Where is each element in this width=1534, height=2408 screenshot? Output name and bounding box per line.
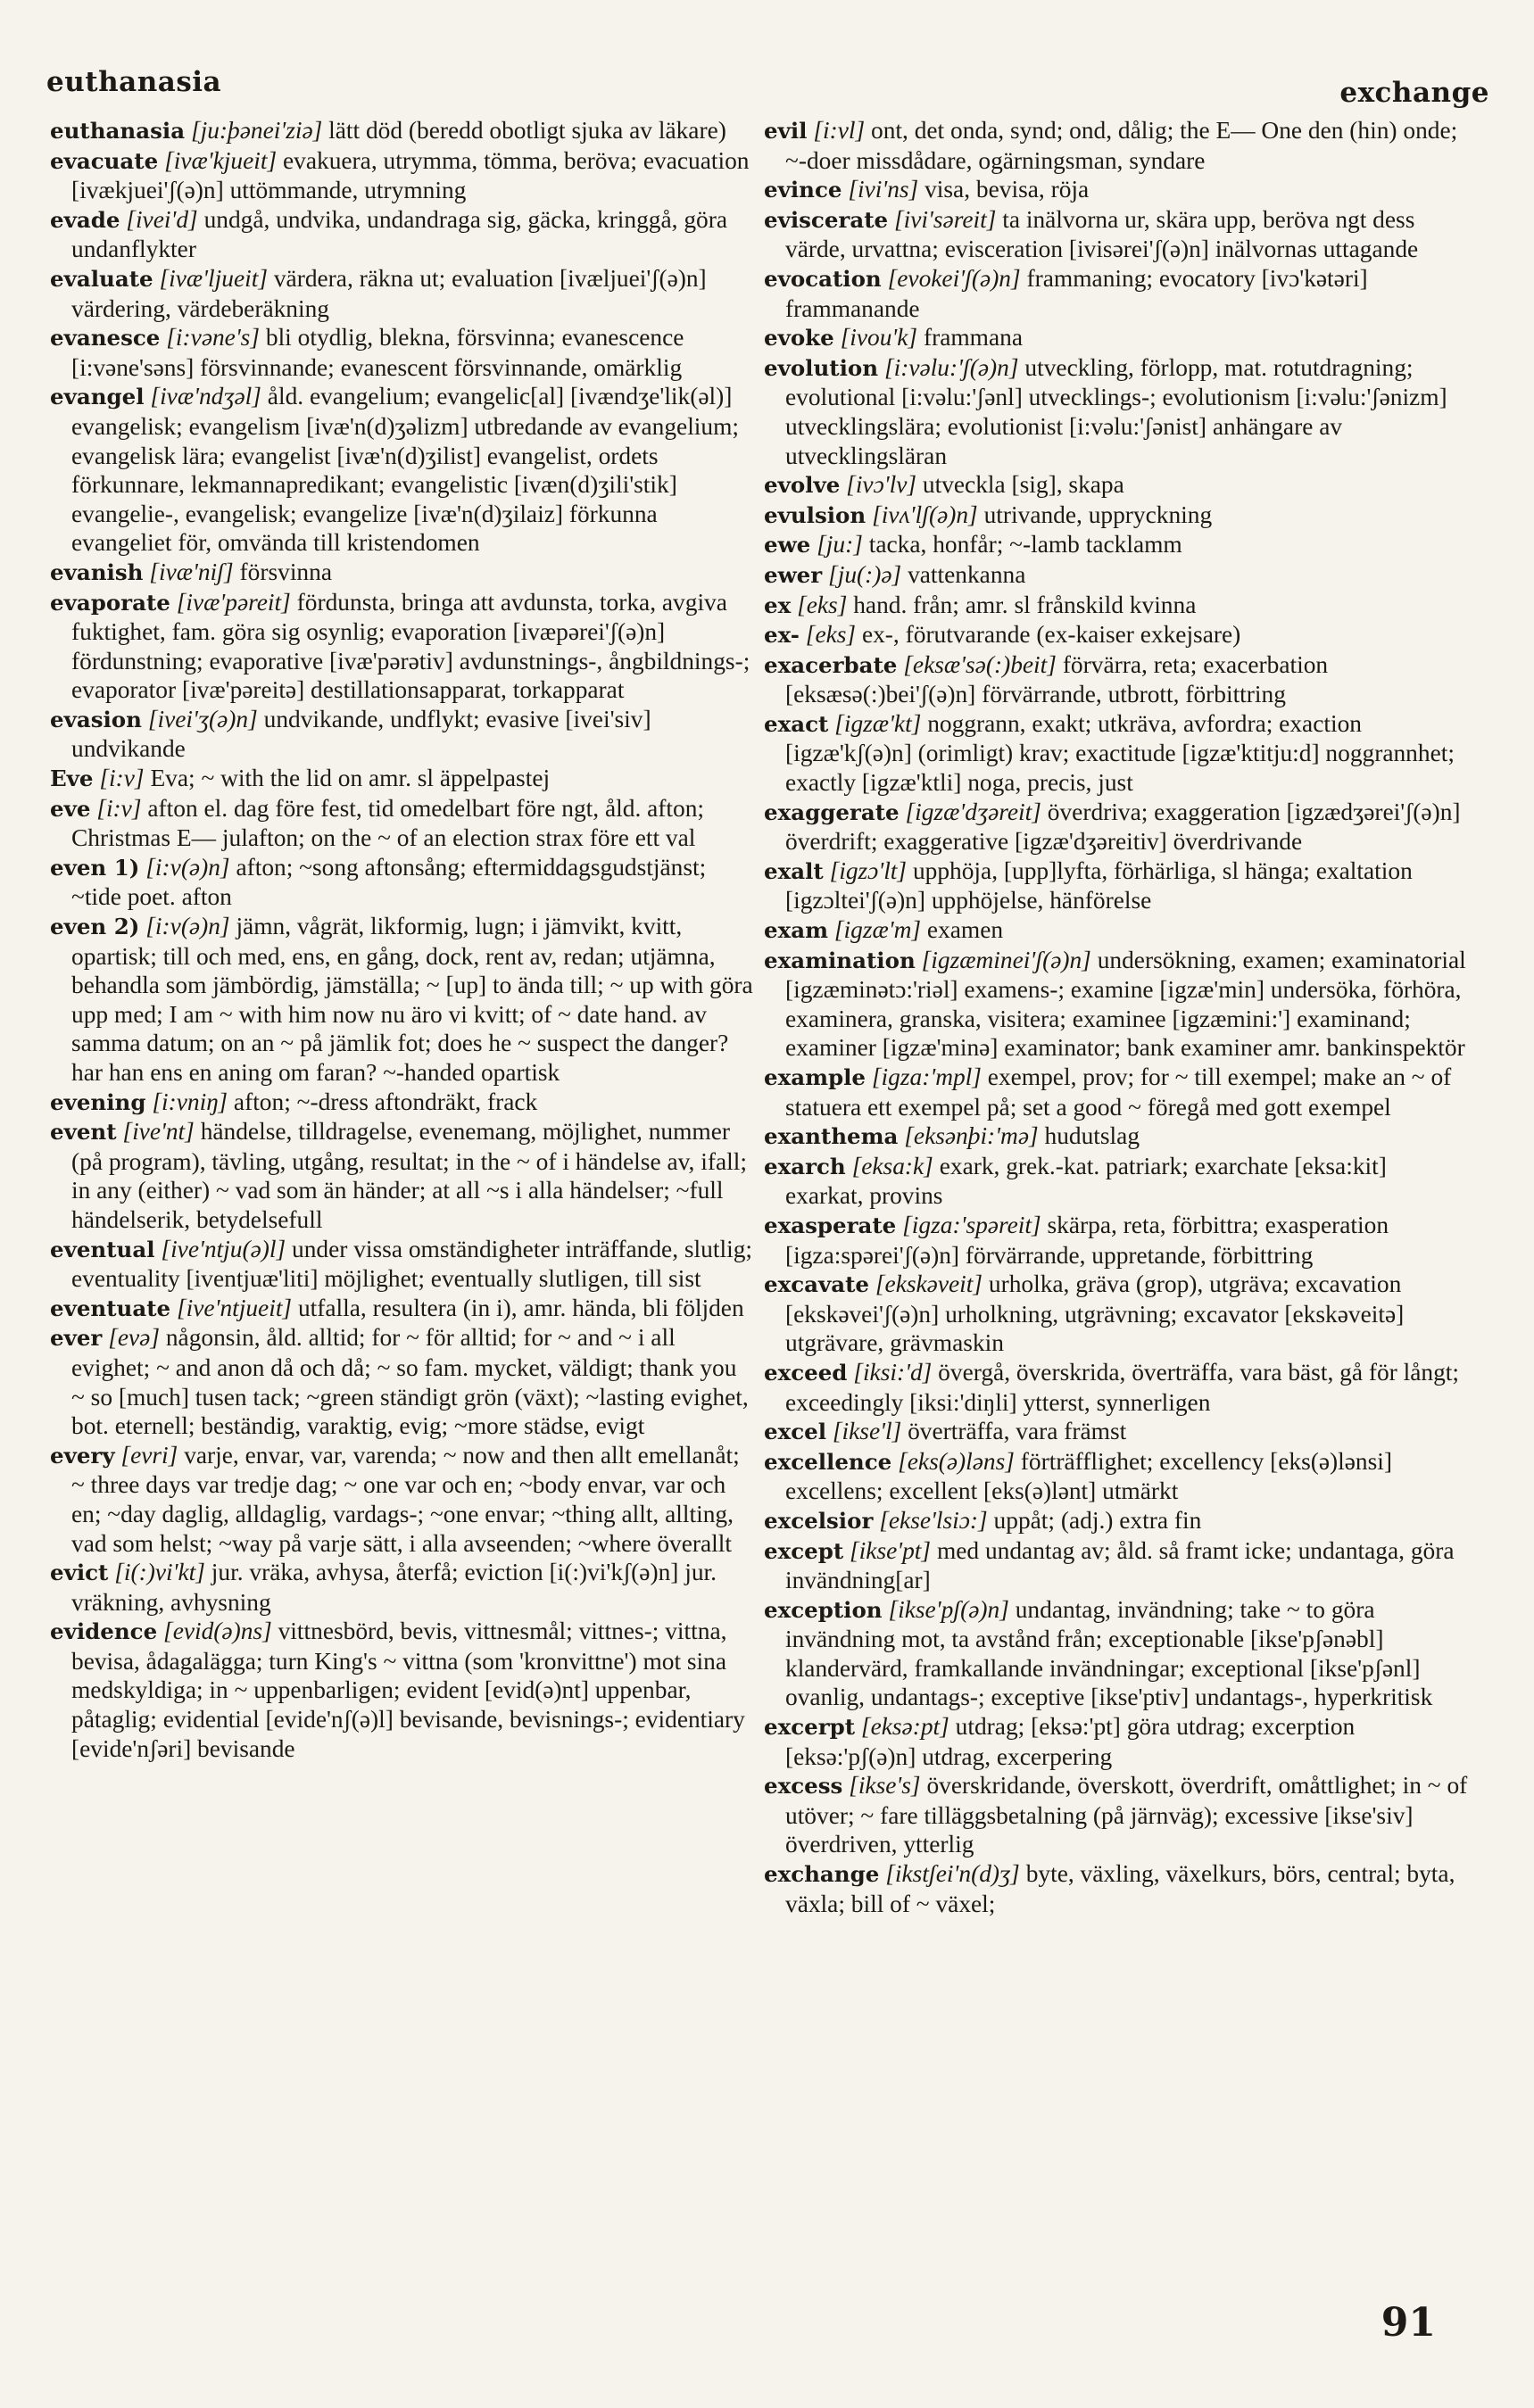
dictionary-entry	[50, 1323, 755, 1440]
definition: exempel, prov; for ~ till exempel; make an ~ of statuera ett exempel på; set a good ~ föregå med gott exempel	[785, 1063, 1452, 1121]
pronunciation: [ikse'l]	[832, 1418, 902, 1445]
dictionary-entry	[764, 915, 1469, 946]
pronunciation: [i:vniŋ]	[152, 1088, 228, 1115]
dictionary-entry	[764, 116, 1469, 175]
definition: upphöja, [upp]lyfta, förhärliga, sl hänga; exaltation [igzɔltei'ʃ(ə)n] upphöjelse, hänförelse	[785, 856, 1413, 914]
pronunciation: [ikstʃei'n(d)ʒ]	[885, 1860, 1020, 1888]
pronunciation: [iksi:'d]	[853, 1358, 933, 1386]
dictionary-entry	[764, 1506, 1469, 1536]
headword: evince	[764, 177, 842, 203]
headword: exalt	[764, 857, 824, 884]
definition: värdera, räkna ut; evaluation [ivæljuei'ʃ(ə)n] värdering, värdeberäkning	[71, 264, 707, 322]
page-number: 91	[1381, 2300, 1436, 2346]
pronunciation: [ekskəveit]	[875, 1270, 983, 1298]
dictionary-entry	[50, 146, 755, 205]
definition: vattenkanna	[908, 560, 1026, 588]
pronunciation: [ivæ'pəreit]	[176, 588, 291, 616]
definition: jämn, vågrät, likformig, lugn; i jämvikt, kvitt, opartisk; till och med, ens, en gång, dock, rent av, redan; utjämna, behandla som jämbördig, jämställa; ~ [up] to ända till; ~ up with göra upp med; I am ~ with him now nu äro vi kvitt; of ~ date hand. av samma datum; on an ~ på jämlik fot; does he ~ suspect the danger? har han ens en aning om faran? ~-handed opartisk	[71, 913, 753, 1086]
definition: evakuera, utrymma, tömma, beröva; evacuation [ivækjuei'ʃ(ə)n] uttömmande, utrymning	[71, 146, 750, 204]
headword: evaporate	[50, 589, 170, 616]
pronunciation: [eks(ə)ləns]	[898, 1447, 1015, 1475]
pronunciation: [eksa:k]	[851, 1152, 933, 1179]
dictionary-entry	[764, 1270, 1469, 1358]
dictionary-entry	[764, 650, 1469, 709]
dictionary-entry	[764, 530, 1469, 560]
headword: exchange	[764, 1861, 880, 1888]
headword: excavate	[764, 1271, 870, 1298]
pronunciation: [ju:þənei'ziə]	[190, 117, 323, 144]
definition: förvärra, reta; exacerbation [eksæsə(:)bei'ʃ(ə)n] förvärrande, utbrott, förbittring	[785, 650, 1329, 708]
dictionary-entry	[764, 856, 1469, 915]
pronunciation: [ivæ'kjueit]	[164, 146, 278, 174]
pronunciation: [igzæ'dʒəreit]	[905, 798, 1041, 825]
dictionary-entry	[764, 620, 1469, 650]
dictionary-entry	[50, 116, 755, 146]
dictionary-entry	[764, 709, 1469, 798]
pronunciation: [i:vəlu:'ʃ(ə)n]	[883, 353, 1019, 381]
dictionary-entry	[764, 470, 1469, 501]
definition: ta inälvorna ur, skära upp, beröva ngt dess värde, urvattna; evisceration [ivisərei'ʃ(ə)n] inälvornas uttagande	[785, 205, 1419, 263]
pronunciation: [ju(:)ə]	[828, 560, 902, 588]
pronunciation: [ivʌ'lʃ(ə)n]	[872, 501, 978, 528]
pronunciation: [eksənþi:'mə]	[904, 1122, 1039, 1150]
definition: uppåt; (adj.) extra fin	[993, 1506, 1202, 1534]
pronunciation: [ivei'ʒ(ə)n]	[147, 705, 258, 732]
headword: eve	[50, 795, 91, 822]
headword: ever	[50, 1325, 103, 1352]
pronunciation: [i:v(ə)n]	[145, 853, 230, 881]
right-column	[764, 116, 1469, 1918]
dictionary-entry	[764, 1417, 1469, 1447]
headword: evolution	[764, 354, 879, 381]
definition: skärpa, reta, förbittra; exasperation [igza:spərei'ʃ(ə)n] förvärrande, uppretande, förbittring	[785, 1211, 1389, 1269]
definition: examen	[926, 916, 1004, 944]
headword: excellence	[764, 1448, 892, 1475]
headword: evulsion	[764, 501, 867, 528]
pronunciation: [evri]	[120, 1441, 178, 1469]
definition: afton; ~song aftonsång; eftermiddagsgudstjänst; ~tide poet. afton	[71, 853, 707, 911]
headword: evade	[50, 206, 120, 233]
definition: utveckling, förlopp, mat. rotutdragning; evolutional [i:vəlu:'ʃənl] utvecklings-; evolutionism [i:vəlu:'ʃənizm] utvecklingslära; evolutionist [i:vəlu:'ʃənist] anhängare av utvecklingsläran	[785, 353, 1447, 469]
headword: example	[764, 1064, 867, 1090]
headword: evocation	[764, 265, 882, 292]
headword: even 1)	[50, 854, 140, 881]
definition: fördunsta, bringa att avdunsta, torka, avgiva fuktighet, fam. göra sig osynlig; evaporation [ivæpərei'ʃ(ə)n] fördunstning; evaporative [ivæ'pərətiv] avdunstnings-, ångbildnings-; evaporator [ivæ'pəreitə] destillationsapparat, torkapparat	[71, 588, 750, 704]
headword: even 2)	[50, 914, 140, 940]
pronunciation: [igzæ'm]	[833, 916, 922, 944]
dictionary-entry	[50, 323, 755, 382]
definition: hand. från; amr. sl frånskild kvinna	[853, 591, 1197, 618]
headword: excess	[764, 1773, 843, 1800]
definition: vittnesbörd, bevis, vittnesmål; vittnes-; vittna, bevisa, ådagalägga; turn King's ~ vittna (som 'kronvittne') mot sina medskyldiga; in ~ uppenbarligen; evident [evid(ə)nt] uppenbar, påtaglig; evidential [evide'nʃ(ə)l] bevisande, bevisnings-; evidentiary [evide'nʃəri] bevisande	[71, 1618, 745, 1762]
headword: except	[764, 1537, 844, 1564]
pronunciation: [ivæ'ljueit]	[159, 264, 268, 292]
definition: åld. evangelium; evangelic[al] [ivændʒe'lik(əl)] evangelisk; evangelism [ivæ'n(d)ʒəlizm] utbredande av evangelium; evangelisk lära; evangelist [ivæ'n(d)ʒilist] evangelist, ordets förkunnare, lekmannapredikant; evangelistic [ivæn(d)ʒili'stik] evangelie-, evangelisk; evangelize [ivæ'n(d)ʒilaiz] förkunna evangeliet för, omvända till kristendomen	[71, 383, 740, 557]
headword: excerpt	[764, 1714, 856, 1741]
dictionary-entry	[50, 794, 755, 853]
headword: evanesce	[50, 325, 161, 352]
definition: ont, det onda, synd; ond, dålig; the E— One den (hin) onde; ~-doer missdådare, ogärningsman, syndare	[785, 117, 1458, 174]
headword: exaggerate	[764, 799, 900, 825]
dictionary-entry	[50, 764, 755, 794]
dictionary-entry	[764, 175, 1469, 205]
headword: evacuate	[50, 147, 159, 174]
definition: noggrann, exakt; utkräva, avfordra; exaction [igzæ'kʃ(ə)n] (orimligt) krav; exactitude [igzæ'ktitju:d] noggrannhet; exactly [igzæ'ktli] noga, precis, just	[785, 709, 1455, 797]
headword: evangel	[50, 384, 145, 410]
definition: med undantag av; åld. så framt icke; undantaga, göra invändning[ar]	[785, 1536, 1455, 1594]
headword: Eve	[50, 765, 94, 792]
dictionary-entry	[50, 853, 755, 912]
headword: ewer	[764, 561, 823, 588]
headword: ex	[764, 592, 792, 618]
pronunciation: [evə]	[108, 1324, 160, 1352]
headword: ewe	[764, 532, 811, 559]
pronunciation: [i:v(ə)n]	[145, 913, 230, 940]
headword: ex-	[764, 622, 800, 649]
pronunciation: [i:vəne's]	[166, 324, 261, 352]
definition: bli otydlig, blekna, försvinna; evanescence [i:vəne'səns] försvinnande; evanescent försvinnande, omärklig	[71, 324, 684, 381]
definition: frammaning; evocatory [ivɔ'kətəri] frammanande	[785, 264, 1368, 322]
definition: utveckla [sig], skapa	[922, 471, 1124, 499]
dictionary-entry	[764, 323, 1469, 353]
definition: urholka, gräva (grop), utgräva; excavation [ekskəvei'ʃ(ə)n] urholkning, utgrävning; excavator [ekskəveitə] utgrävare, grävmaskin	[785, 1270, 1405, 1357]
headword: exception	[764, 1596, 883, 1623]
dictionary-entry	[764, 1063, 1469, 1121]
pronunciation: [evokei'ʃ(ə)n]	[887, 264, 1021, 292]
definition: undantag, invändning; take ~ to göra invändning mot, ta avstånd från; exceptionable [ikse'pʃənəbl] klandervärd, framkallande invändningar; exceptional [ikse'pʃənl] ovanlig, undantags-; exceptive [ikse'ptiv] undantags-, hyperkritisk	[785, 1595, 1433, 1711]
definition: undersökning, examen; examinatorial [igzæminətɔ:'riəl] examens-; examine [igzæ'min] undersöka, förhöra, examinera, granska, visitera; examinee [igzæmini:'] examinand; examiner [igzæ'minə] examinator; bank examiner amr. bankinspektör	[785, 946, 1466, 1062]
definition: utrivande, uppryckning	[983, 501, 1213, 528]
dictionary-entry	[50, 705, 755, 764]
headword: evanish	[50, 559, 144, 585]
definition: lätt död (beredd obotligt sjuka av läkare)	[328, 117, 726, 144]
dictionary-entry	[50, 1235, 755, 1294]
headword: examination	[764, 947, 916, 973]
dictionary-entry	[50, 1617, 755, 1763]
dictionary-entry	[50, 205, 755, 264]
headword: exarch	[764, 1153, 846, 1179]
definition: jur. vräka, avhysa, återfå; eviction [i(:)vi'kʃ(ə)n] jur. vräkning, avhysning	[71, 1559, 717, 1616]
definition: ex-, förutvarande (ex-kaiser exkejsare)	[861, 621, 1241, 649]
dictionary-entry	[50, 912, 755, 1088]
headword: excel	[764, 1419, 827, 1445]
pronunciation: [ivæ'ndʒəl]	[150, 383, 261, 410]
dictionary-entry	[764, 1771, 1469, 1859]
pronunciation: [ju:]	[817, 531, 863, 559]
pronunciation: [eks]	[797, 591, 848, 618]
headword: evaluate	[50, 265, 153, 292]
pronunciation: [ikse'pt]	[850, 1536, 932, 1564]
dictionary-entry	[764, 1152, 1469, 1211]
dictionary-entry	[50, 588, 755, 705]
headword: evil	[764, 118, 808, 144]
dictionary-entry	[764, 1447, 1469, 1506]
dictionary-entry	[764, 798, 1469, 856]
pronunciation: [igzæminei'ʃ(ə)n]	[921, 946, 1091, 973]
dictionary-entry	[764, 1358, 1469, 1417]
pronunciation: [igza:'spəreit]	[902, 1211, 1041, 1238]
pronunciation: [ive'ntjueit]	[177, 1294, 293, 1321]
pronunciation: [eks]	[805, 621, 857, 649]
dictionary-entry	[764, 1595, 1469, 1712]
pronunciation: [igza:'mpl]	[871, 1063, 982, 1090]
dictionary-entry	[50, 558, 755, 588]
dictionary-entry	[764, 946, 1469, 1063]
definition: frammana	[923, 324, 1023, 352]
dictionary-entry	[50, 1117, 755, 1234]
dictionary-entry	[50, 1441, 755, 1558]
definition: undgå, undvika, undandraga sig, gäcka, kringgå, göra undanflykter	[71, 205, 728, 263]
definition: överskridande, överskott, överdrift, omåttlighet; in ~ of utöver; ~ fare tilläggsbetalning (på järnväg); excessive [ikse'siv] överdriven, ytterlig	[785, 1772, 1468, 1858]
headword: evasion	[50, 706, 142, 732]
definition: utdrag; [eksə:'pt] göra utdrag; excerption [eksə:'pʃ(ə)n] utdrag, excerpering	[785, 1713, 1356, 1770]
headword: exact	[764, 710, 829, 737]
definition: exark, grek.-kat. patriark; exarchate [eksa:kit] exarkat, provins	[785, 1152, 1387, 1210]
running-head-left: euthanasia	[46, 66, 222, 98]
pronunciation: [ikse'pʃ(ə)n]	[888, 1595, 1009, 1623]
headword: event	[50, 1119, 117, 1146]
definition: under vissa omständigheter inträffande, slutlig; eventuality [iventjuæ'liti] möjlighet; eventually slutligen, till sist	[71, 1235, 752, 1293]
definition: afton; ~-dress aftondräkt, frack	[233, 1088, 538, 1115]
definition: visa, bevisa, röja	[925, 176, 1090, 203]
dictionary-entry	[764, 1712, 1469, 1771]
definition: förträfflighet; excellency [eks(ə)lənsi] excellens; excellent [eks(ə)lənt] utmärkt	[785, 1447, 1393, 1505]
pronunciation: [eksə:pt]	[860, 1713, 949, 1741]
dictionary-entry	[764, 264, 1469, 323]
dictionary-entry	[50, 1558, 755, 1617]
pronunciation: [ivɔ'lv]	[846, 471, 917, 499]
definition: undvikande, undflykt; evasive [ivei'siv] undvikande	[71, 705, 651, 763]
left-column	[50, 116, 755, 1763]
headword: evidence	[50, 1618, 158, 1645]
dictionary-entry	[764, 353, 1469, 470]
dictionary-entry	[50, 1088, 755, 1118]
headword: exanthema	[764, 1123, 899, 1150]
dictionary-entry	[50, 382, 755, 558]
definition: varje, envar, var, varenda; ~ now and then allt emellanåt; ~ three days var tredje dag; ~ one var och en; ~body envar, var och en; ~day daglig, alldaglig, vardags-; ~one envar; ~thing allt, allting, vad som helst; ~way på varje sätt, i alla avseenden; ~where överallt	[71, 1441, 740, 1557]
definition: hudutslag	[1044, 1122, 1140, 1150]
pronunciation: [ivou'k]	[840, 324, 918, 352]
headword: evict	[50, 1560, 109, 1586]
pronunciation: [ivi'səreit]	[893, 205, 997, 233]
pronunciation: [evid(ə)ns]	[163, 1618, 272, 1645]
dictionary-entry	[764, 560, 1469, 591]
definition: byte, växling, växelkurs, börs, central; byta, växla; bill of ~ växel;	[785, 1860, 1455, 1917]
headword: every	[50, 1442, 115, 1469]
headword: eventual	[50, 1236, 155, 1262]
definition: överträffa, vara främst	[908, 1418, 1127, 1445]
pronunciation: [i:v]	[96, 794, 142, 822]
pronunciation: [igzæ'kt]	[834, 709, 922, 737]
dictionary-entry	[764, 501, 1469, 531]
dictionary-entry	[764, 205, 1469, 264]
dictionary-entry	[764, 591, 1469, 621]
dictionary-entry	[764, 1121, 1469, 1152]
definition: händelse, tilldragelse, evenemang, möjlighet, nummer (på program), tävling, utgång, resultat; in the ~ of i händelse av, ifall; in any (either) ~ vad som än händer; at all ~s i alla händelser; ~full händelserik, betydelsefull	[71, 1118, 747, 1233]
dictionary-entry	[50, 264, 755, 323]
definition: tacka, honfår; ~-lamb tacklamm	[868, 531, 1182, 559]
pronunciation: [ive'ntju(ə)l]	[161, 1235, 286, 1262]
definition: afton el. dag före fest, tid omedelbart före ngt, åld. afton; Christmas E— julafton; on the ~ of an election strax före ett val	[71, 794, 705, 852]
headword: excelsior	[764, 1507, 874, 1534]
pronunciation: [ivei'd]	[126, 205, 198, 233]
pronunciation: [ive'nt]	[122, 1118, 195, 1146]
running-head-right: exchange	[1339, 77, 1489, 109]
definition: utfalla, resultera (in i), amr. hända, bli följden	[297, 1294, 744, 1321]
pronunciation: [ikse's]	[849, 1772, 921, 1800]
headword: euthanasia	[50, 118, 186, 144]
dictionary-entry	[764, 1859, 1469, 1918]
dictionary-entry	[50, 1294, 755, 1324]
pronunciation: [ekse'lsiɔ:]	[879, 1506, 988, 1534]
headword: eviscerate	[764, 206, 889, 233]
headword: exam	[764, 917, 828, 944]
pronunciation: [eksæ'sə(:)beit]	[903, 650, 1057, 678]
pronunciation: [i:vl]	[813, 117, 866, 144]
headword: evening	[50, 1088, 146, 1115]
headword: eventuate	[50, 1295, 171, 1321]
headword: evolve	[764, 472, 841, 499]
pronunciation: [ivæ'niʃ]	[149, 558, 234, 585]
pronunciation: [i:v]	[99, 765, 145, 792]
definition: övergå, överskrida, överträffa, vara bäst, gå för långt; exceedingly [iksi:'diŋli] ytterst, synnerligen	[785, 1358, 1460, 1416]
headword: evoke	[764, 325, 834, 352]
pronunciation: [i(:)vi'kt]	[114, 1559, 205, 1586]
headword: exacerbate	[764, 651, 898, 678]
pronunciation: [igzɔ'lt]	[829, 856, 908, 884]
definition: försvinna	[239, 558, 332, 585]
headword: exasperate	[764, 1212, 897, 1238]
definition: någonsin, åld. alltid; for ~ för alltid; for ~ and ~ i all evighet; ~ and anon då och då; ~ so fam. mycket, väldigt; thank you ~ so [much] tusen tack; ~green ständigt grön (växt); ~lasting evighet, bot. eternell; beständig, varaktig, evig; ~more städse, evigt	[71, 1324, 749, 1440]
definition: Eva; ~ with the lid on amr. sl äppelpastej	[150, 765, 551, 792]
headword: exceed	[764, 1359, 848, 1386]
dictionary-entry	[764, 1536, 1469, 1595]
dictionary-entry	[764, 1211, 1469, 1270]
pronunciation: [ivi'ns]	[848, 176, 919, 203]
definition: överdriva; exaggeration [igzædʒərei'ʃ(ə)n] överdrift; exaggerative [igzæ'dʒəreitiv] överdrivande	[785, 798, 1461, 856]
